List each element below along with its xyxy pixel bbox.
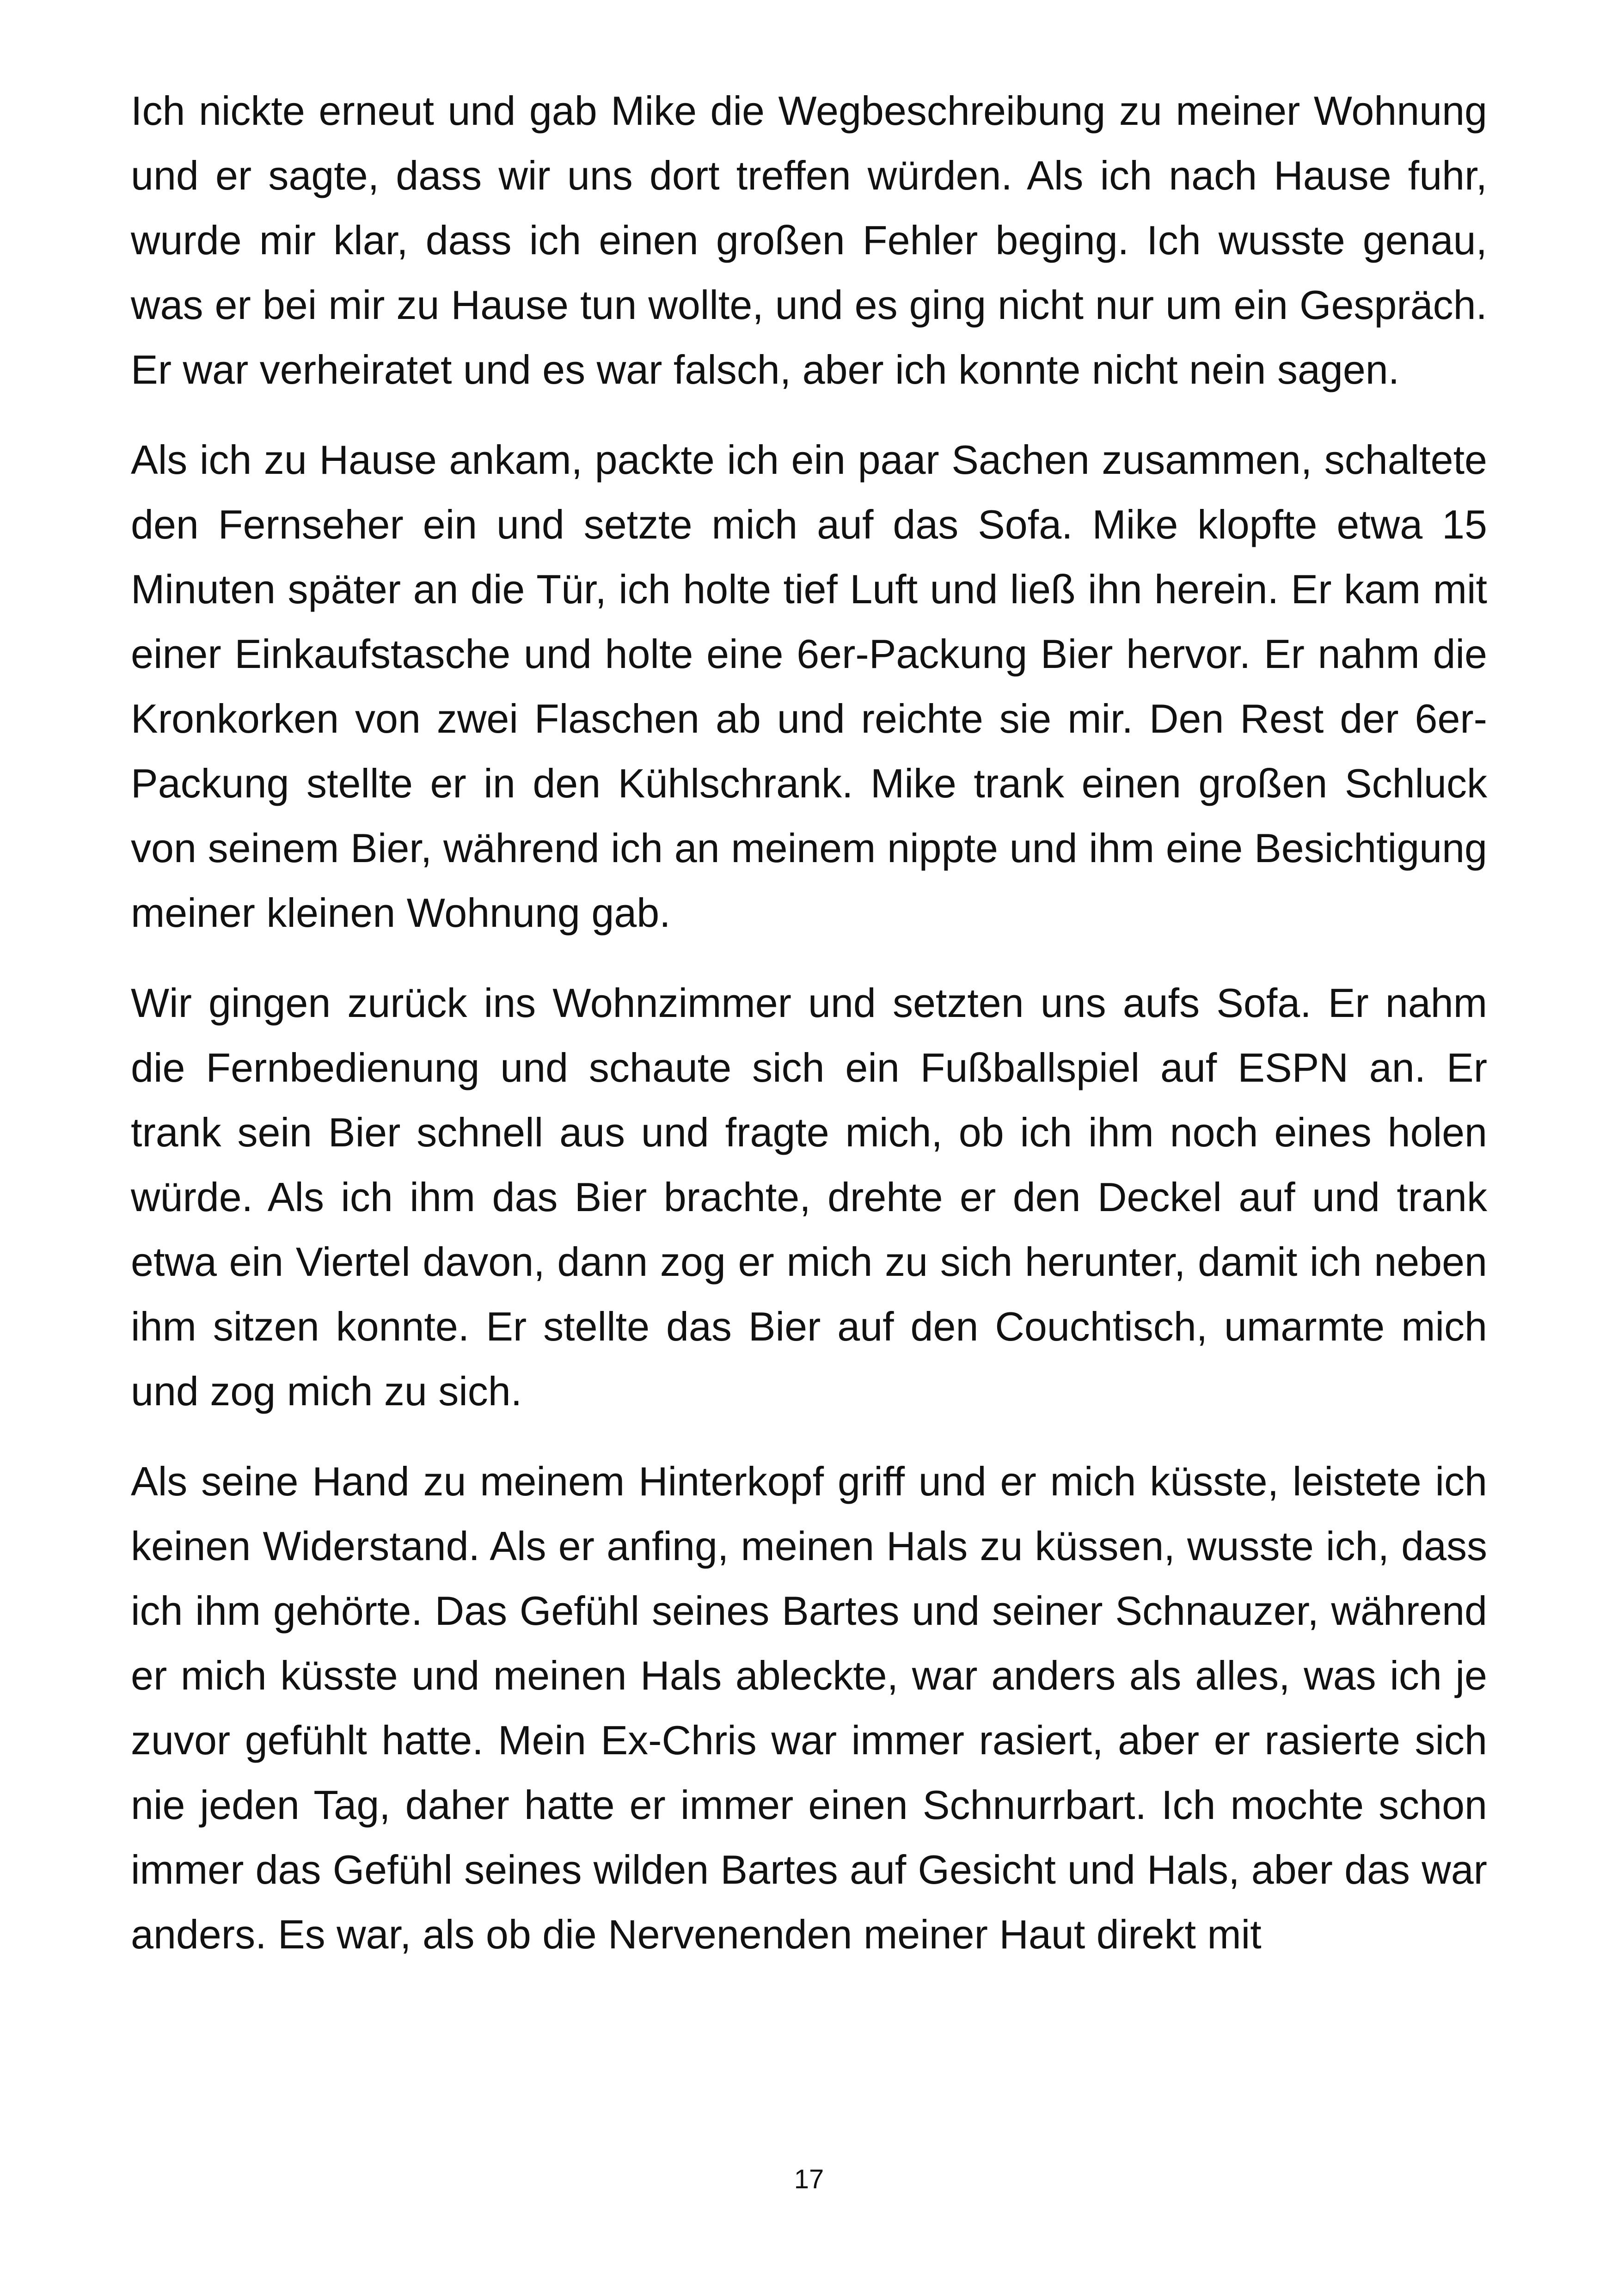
page-number: 17	[794, 2164, 824, 2194]
paragraph-3: Wir gingen zurück ins Wohnzimmer und setzten uns aufs Sofa. Er nahm die Fernbedienung und schaute sich ein Fußballspiel auf ESPN an. Er trank sein Bier schnell aus und fragte mich, ob ich ihm noch eines holen würde. Als ich ihm das Bier brachte, drehte er den Deckel auf und trank etwa ein Viertel davon, dann zog er mich zu sich herunter, damit ich neben ihm sitzen konnte. Er stellte das Bier auf den Couchtisch, umarmte mich und zog mich zu sich.	[131, 980, 1487, 1414]
body-text	[131, 79, 1487, 1967]
paragraph-2: Als ich zu Hause ankam, packte ich ein paar Sachen zusammen, schaltete den Fernseher ein und setzte mich auf das Sofa. Mike klopfte etwa 15 Minuten später an die Tür, ich holte tief Luft und ließ ihn herein. Er kam mit einer Einkaufstasche und holte eine 6er-Packung Bier hervor. Er nahm die Kronkorken von zwei Flaschen ab und reichte sie mir. Den Rest der 6er-Packung stellte er in den Kühlschrank. Mike trank einen großen Schluck von seinem Bier, während ich an meinem nippte und ihm eine Besichtigung meiner kleinen Wohnung gab.	[131, 437, 1487, 936]
paragraph-4: Als seine Hand zu meinem Hinterkopf griff und er mich küsste, leistete ich keinen Widerstand. Als er anfing, meinen Hals zu küssen, wusste ich, dass ich ihm gehörte. Das Gefühl seines Bartes und seiner Schnauzer, während er mich küsste und meinen Hals ableckte, war anders als alles, was ich je zuvor gefühlt hatte. Mein Ex-Chris war immer rasiert, aber er rasierte sich nie jeden Tag, daher hatte er immer einen Schnurrbart. Ich mochte schon immer das Gefühl seines wilden Bartes auf Gesicht und Hals, aber das war anders. Es war, als ob die Nervenenden meiner Haut direkt mit	[131, 1458, 1487, 1957]
paragraph-1: Ich nickte erneut und gab Mike die Wegbeschreibung zu meiner Wohnung und er sagte, dass wir uns dort treffen würden. Als ich nach Hause fuhr, wurde mir klar, dass ich einen großen Fehler beging. Ich wusste genau, was er bei mir zu Hause tun wollte, und es ging nicht nur um ein Gespräch. Er war verheiratet und es war falsch, aber ich konnte nicht nein sagen.	[131, 88, 1487, 392]
